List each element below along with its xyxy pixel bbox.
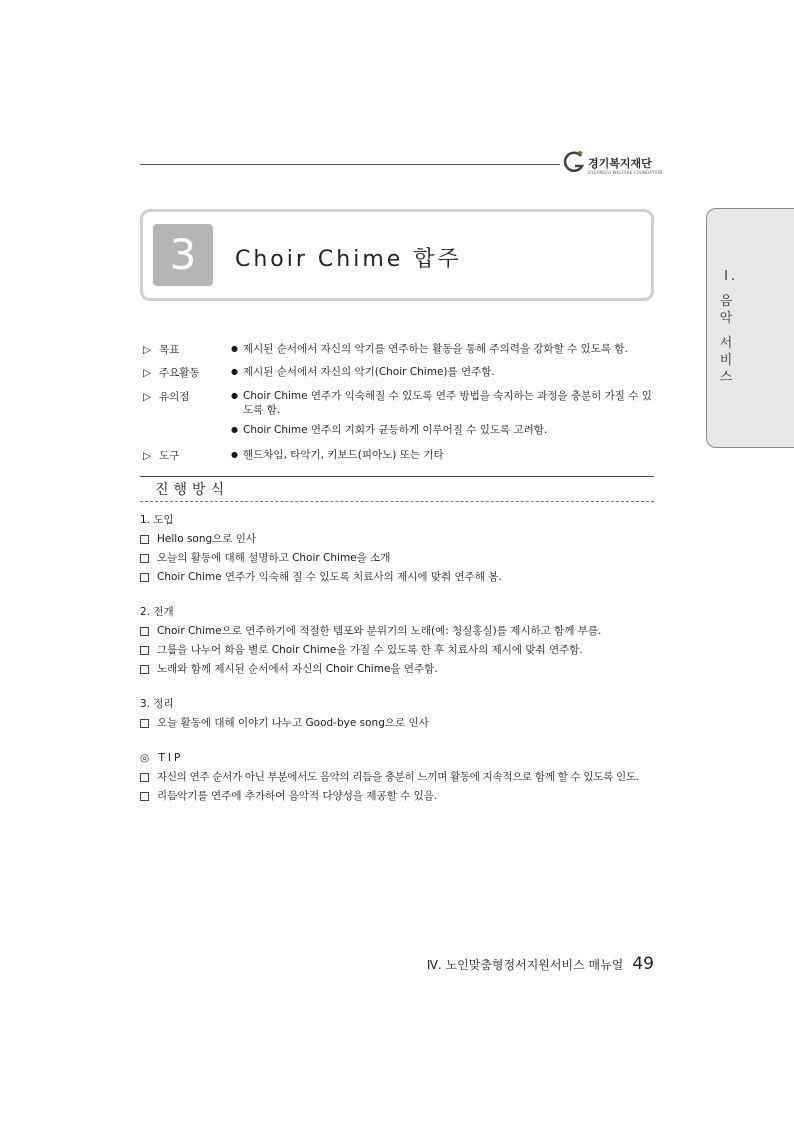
foundation-logo-icon: [562, 150, 586, 174]
checkbox-icon: [140, 665, 149, 674]
checkbox-icon: [140, 535, 149, 544]
info-bullet: ● 제시된 순서에서 자신의 악기(Choir Chime)를 연주함.: [231, 365, 656, 379]
checkbox-icon: [140, 792, 149, 801]
section-title: 진행방식: [155, 482, 230, 498]
checkbox-icon: [140, 627, 149, 636]
step-title: 3. 정리: [140, 698, 174, 710]
info-bullet: ● 핸드차임, 타악기, 키보드(피아노) 또는 기타: [231, 448, 656, 462]
info-items: [231, 365, 656, 387]
info-label: [143, 448, 179, 463]
info-items: [231, 342, 656, 364]
page-footer: [427, 954, 654, 974]
checkbox-icon: [140, 554, 149, 563]
tip-line: [140, 788, 660, 804]
tip-line: [140, 769, 660, 785]
step-line-text: 노래와 함께 제시된 순서에서 자신의 Choir Chime을 연주함.: [157, 663, 438, 675]
triangle-icon: ▷: [143, 391, 152, 403]
info-label-text: 주요활동: [159, 367, 200, 379]
activity-title: Choir Chime 합주: [235, 247, 462, 272]
step-line-text: 오늘의 활동에 대해 설명하고 Choir Chime을 소개: [157, 552, 391, 564]
info-label-text: 도구: [159, 450, 180, 462]
step-line: [140, 569, 660, 585]
step-line: [140, 661, 660, 677]
side-tab-char: 비: [719, 353, 733, 368]
tip-line-text: 리듬악기를 연주에 추가하여 음악적 다양성을 제공할 수 있음.: [157, 790, 438, 802]
step-line: [140, 642, 660, 658]
checkbox-icon: [140, 773, 149, 782]
step-title: 2. 전개: [140, 606, 174, 618]
footer-title: Ⅳ. 노인맞춤형정서지원서비스 매뉴얼: [426, 958, 624, 972]
checkbox-icon: [140, 719, 149, 728]
chapter-side-tab-label: [716, 268, 736, 386]
logo-name: 경기복지재단: [588, 157, 652, 170]
info-label-text: 목표: [159, 344, 180, 356]
foundation-logo: [562, 150, 672, 180]
side-tab-char: 스: [719, 370, 733, 385]
header-rule: [140, 164, 560, 165]
info-label: [143, 365, 200, 380]
activity-number: 3: [153, 224, 213, 286]
triangle-icon: ▷: [143, 450, 152, 462]
side-tab-char: 서: [719, 336, 733, 351]
page-number: 49: [632, 954, 654, 974]
step-line: [140, 623, 660, 639]
side-tab-char: 악: [719, 311, 733, 326]
logo-subtitle: GYEONGGI WELFARE FOUNDATION: [588, 170, 663, 175]
tip-title: ◎ TIP: [140, 752, 184, 764]
info-items: [231, 389, 656, 445]
section-rule-bottom: [140, 501, 654, 502]
step-line-text: Choir Chime으로 연주하기에 적절한 템포와 분위기의 노래(예: 청실홍실)를 제시하고 함께 부름.: [157, 625, 602, 637]
info-bullet: ● Choir Chime 연주의 기회가 균등하게 이루어질 수 있도록 고려함.: [231, 423, 656, 437]
info-bullet: ● Choir Chime 연주가 익숙해질 수 있도록 연주 방법을 숙지하는 과정을 충분히 가질 수 있도록 함.: [231, 389, 656, 417]
activity-title-box: [140, 209, 654, 301]
procedure-content: [140, 512, 660, 807]
step-title: 1. 도입: [140, 514, 174, 526]
side-tab-char: Ⅰ: [724, 269, 728, 284]
checkbox-icon: [140, 573, 149, 582]
info-label: [143, 342, 179, 357]
info-label: [143, 389, 189, 404]
side-tab-char: 음: [719, 294, 733, 309]
checkbox-icon: [140, 646, 149, 655]
side-tab-char: .: [730, 269, 736, 284]
tip-line-text: 자신의 연주 순서가 아닌 부분에서도 음악의 리듬을 충분히 느끼며 활동에 지속적으로 함께 할 수 있도록 인도.: [157, 771, 639, 783]
step-line-text: Hello song으로 인사: [157, 533, 257, 545]
step-line-text: 그룹을 나누어 화음 별로 Choir Chime을 가질 수 있도록 한 후 치료사의 제시에 맞춰 연주함.: [157, 644, 583, 656]
step-line: [140, 550, 660, 566]
triangle-icon: ▷: [143, 344, 152, 356]
info-items: [231, 448, 656, 470]
step-line-text: 오늘 활동에 대해 이야기 나누고 Good-bye song으로 인사: [157, 717, 429, 729]
section-rule-top: [140, 476, 654, 477]
step-line: [140, 531, 660, 547]
info-label-text: 유의점: [159, 391, 190, 403]
info-bullet: ● 제시된 순서에서 자신의 악기를 연주하는 활동을 통해 주의력을 강화할 수 있도록 함.: [231, 342, 656, 356]
step-line: [140, 715, 660, 731]
triangle-icon: ▷: [143, 367, 152, 379]
step-line-text: Choir Chime 연주가 익숙해 질 수 있도록 치료사의 제시에 맞춰 연주해 봄.: [157, 571, 502, 583]
